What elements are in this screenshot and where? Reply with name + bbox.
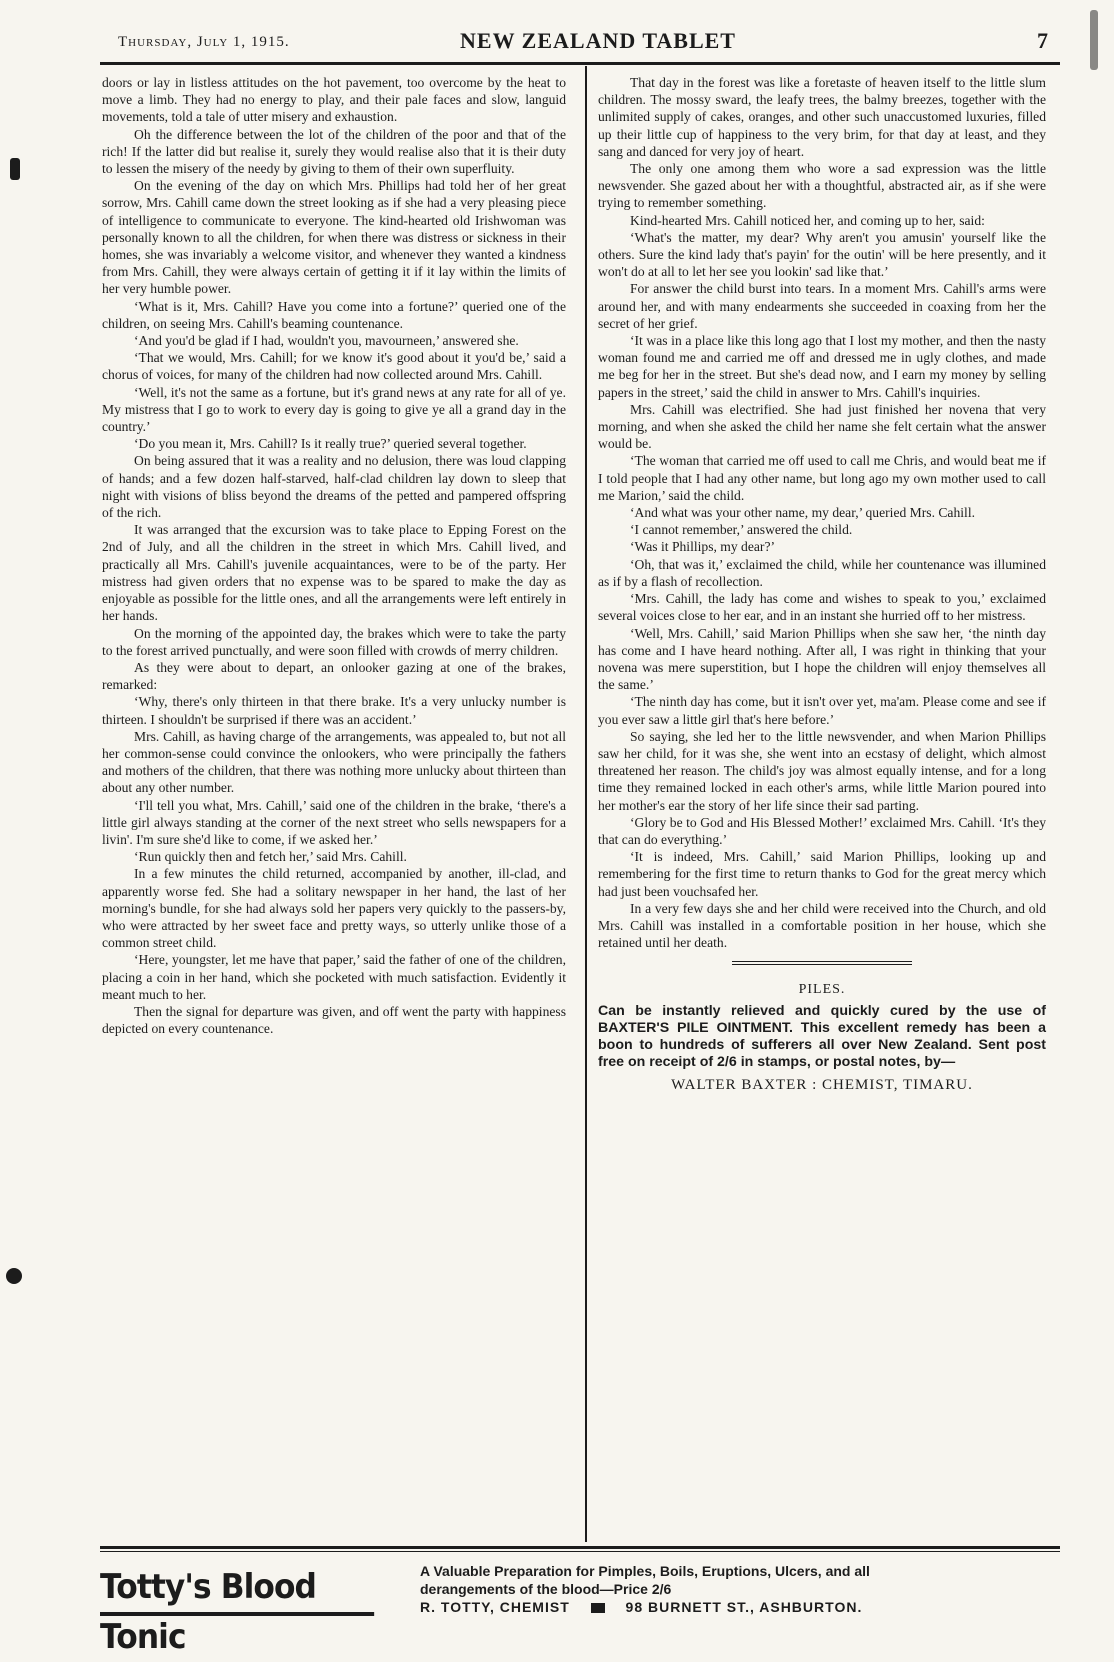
paragraph: ‘Here, youngster, let me have that paper,’ said the father of one of the children, placing a coin in her hand, which she pocketed with much satisfaction. Evidently it meant much to her. — [102, 952, 566, 1002]
paragraph: ‘Do you mean it, Mrs. Cahill? Is it really true?’ queried several together. — [134, 436, 527, 452]
page-header — [118, 28, 1048, 56]
paragraph: Then the signal for departure was given, and off went the party with happiness depicted on every countenance. — [102, 1003, 566, 1037]
paragraph: ‘The ninth day has come, but it isn't over yet, ma'am. Please come and see if you ever saw a little girl that's here before.’ — [598, 694, 1046, 727]
scan-blot-icon — [1090, 10, 1098, 70]
paragraph: ‘What is it, Mrs. Cahill? Have you come into a fortune?’ queried one of the children, on seeing Mrs. Cahill's beaming countenance. — [102, 298, 566, 331]
paragraph: ‘It is indeed, Mrs. Cahill,’ said Marion Phillips, looking up and remembering for the first time to return thanks to God for the great mercy which had just been vouchsafed her. — [598, 849, 1046, 899]
advert-address — [420, 1598, 1060, 1616]
paragraph: Mrs. Cahill, as having charge of the arrangements, was appealed to, but not all her common-sense could convince the onlookers, who were principally the fathers and mothers of the children, that there was nothing more unlucky about thirteen than about any other number. — [102, 728, 566, 796]
header-rule — [100, 62, 1060, 65]
paragraph: ‘And you'd be glad if I had, wouldn't you, mavourneen,’ answered she. — [134, 333, 519, 349]
advert-body: Can be instantly relieved and quickly cured by the use of BAXTER'S PILE OINTMENT. This excellent remedy has been a boon to hundreds of sufferers all over New Zealand. Sent post free on receipt of 2/6 in stamps, or postal notes, by— — [598, 1002, 1046, 1070]
paragraph: ‘I'll tell you what, Mrs. Cahill,’ said one of the children in the brake, ‘there's a little girl always standing at the corner of the next street who sells newspapers for a livin'. I'm sure she'd like to come, if we asked her.’ — [102, 797, 566, 847]
advert-line: derangements of the blood—Price 2/6 — [420, 1581, 672, 1597]
paragraph: The only one among them who wore a sad expression was the little newsvender. She gazed about her with a thoughtful, abstracted air, as if she were trying to remember something. — [598, 161, 1046, 211]
advert-text — [420, 1562, 1060, 1616]
masthead-title: NEW ZEALAND TABLET — [460, 28, 736, 53]
paragraph: ‘Why, there's only thirteen in that there brake. It's a very unlucky number is thirteen. I shouldn't be surprised if there was an accident.’ — [102, 694, 566, 727]
paragraph: doors or lay in listless attitudes on the hot pavement, too overcome by the heat to move a limb. They had no energy to play, and their pale faces and slow, languid movements, told a tale of utter misery and exhaustion. — [102, 75, 566, 125]
advert-street: 98 BURNETT ST., ASHBURTON. — [625, 1599, 863, 1615]
paragraph: ‘What's the matter, my dear? Why aren't you amusin' yourself like the others. Sure the kind lady that's payin' for the outin' will be here presently, and it won't do at all to let her see you lookin' sad like that.’ — [598, 229, 1046, 280]
advert-heading: PILES. — [798, 982, 846, 998]
scan-blot-icon — [10, 158, 20, 180]
paragraph: In a very few days she and her child were received into the Church, and old Mrs. Cahill was installed in a comfortable position in her house, which she retained until her death. — [598, 900, 1046, 951]
paragraph: ‘Glory be to God and His Blessed Mother!’ exclaimed Mrs. Cahill. ‘It's they that can do everything.’ — [598, 814, 1046, 847]
advert-signature: WALTER BAXTER : CHEMIST, TIMARU. — [671, 1076, 973, 1093]
paragraph: In a few minutes the child returned, accompanied by another, ill-clad, and apparently worse fed. She had a solitary newspaper in her hand, the last of her morning's bundle, for she had always sold her papers very quickly to the passers-by, who were attracted by her sweet face and pretty ways, so utterly unlike those of a common street child. — [102, 866, 566, 951]
paragraph: ‘That we would, Mrs. Cahill; for we know it's good about it you'd be,’ said a chorus of voices, for many of the children had now collected around Mrs. Cahill. — [102, 350, 566, 383]
paragraph: That day in the forest was like a foretaste of heaven itself to the little slum children. The mossy sward, the leafy trees, the balmy breezes, together with the unlimited supply of cakes, oranges, and other such unaccustomed luxuries, filled up their little cup of happiness to the very brim, for that day at least, and they sang and danced for very joy of heart. — [598, 75, 1046, 159]
paragraph: ‘Was it Phillips, my dear?’ — [630, 539, 776, 555]
paragraph: ‘Well, it's not the same as a fortune, but it's grand news at any rate for all of ye. My mistress that I go to work to every day is going to give ye all a grand day in the country.’ — [102, 384, 566, 435]
paragraph: Oh the difference between the lot of the children of the poor and that of the rich! If the latter did but realise it, surely they would realise also that it is their duty to lessen the misery of the needy by giving to them of their own superfluity. — [102, 126, 566, 177]
page-number: 7 — [1037, 28, 1048, 53]
paragraph: ‘Run quickly then and fetch her,’ said Mrs. Cahill. — [134, 849, 407, 865]
advert-brand: Totty's Blood Tonic — [100, 1562, 374, 1616]
section-separator — [732, 961, 912, 967]
advert-line: A Valuable Preparation for Pimples, Boils, Eruptions, Ulcers, and all — [420, 1563, 870, 1579]
left-column — [102, 74, 566, 1037]
paragraph: ‘Well, Mrs. Cahill,’ said Marion Phillips when she saw her, ‘the ninth day has come and I have heard nothing. After all, I was right in thinking that your novena was mere superstition, but I hope the children will enjoy themselves all the same.’ — [598, 625, 1046, 693]
paragraph: On the evening of the day on which Mrs. Phillips had told her of her great sorrow, Mrs. Cahill came down the street looking as if she had a very pleasing piece of intelligence to communicate to everyone. The kind-hearted old Irishwoman was personally known to all the children, for when there was distress or sickness in their homes, she was invariably a welcome visitor, and whenever they wanted a kindness from Mrs. Cahill, they were always certain of getting it if it lay within the limits of her very humble power. — [102, 178, 566, 297]
paragraph: Kind-hearted Mrs. Cahill noticed her, and coming up to her, said: — [630, 212, 985, 228]
footer-rule-thin — [100, 1551, 1060, 1552]
column-divider — [585, 66, 587, 1542]
paragraph: Mrs. Cahill was electrified. She had just finished her novena that very morning, and when she asked the child her name she felt certain what the answer would be. — [598, 401, 1046, 452]
paragraph: It was arranged that the excursion was to take place to Epping Forest on the 2nd of July, and all the children in the street in which Mrs. Cahill lived, and practically all Mrs. Cahill's juvenile acquaintances, were to be of the party. Her mistress had given orders that no expense was to be spared to make the day as enjoyable as possible for the little ones, and all the arrangements were left entirely in her hands. — [102, 522, 566, 624]
paragraph: On being assured that it was a reality and no delusion, there was loud clapping of hands; and a few dozen half-starved, half-clad children lay down to sleep that night with visions of bliss beyond the dreams of the petted and pampered offspring of the rich. — [102, 453, 566, 521]
paragraph: On the morning of the appointed day, the brakes which were to take the party to the forest arrived punctually, and were soon filled with crowds of merry children. — [102, 625, 566, 658]
paragraph: For answer the child burst into tears. In a moment Mrs. Cahill's arms were around her, and with many endearments she succeeded in coaxing from her the secret of her grief. — [598, 281, 1046, 331]
paragraph: ‘And what was your other name, my dear,’ queried Mrs. Cahill. — [630, 505, 975, 521]
paragraph: ‘It was in a place like this long ago that I lost my mother, and then the nasty woman found me and carried me off and dressed me in ugly clothes, and made me beg for her in the street. But she's dead now, and I earn my money by selling papers in the street,’ said the child in answer to Mrs. Cahill's inquiries. — [598, 333, 1046, 400]
footer-rule — [100, 1546, 1060, 1549]
paragraph: So saying, she led her to the little newsvender, and when Marion Phillips saw her child, for it was she, she went into an ecstasy of delight, which almost threatened her reason. The child's joy was almost equally intense, and for a long time they remained locked in each other's arms, while little Marion poured into her mother's ear the story of her life since their sad parting. — [598, 728, 1046, 813]
ornament-icon — [591, 1603, 605, 1613]
paragraph: As they were about to depart, an onlooker gazing at one of the brakes, remarked: — [102, 659, 566, 693]
paragraph: ‘The woman that carried me off used to call me Chris, and would beat me if I told people that I had any other name, but long ago my own mother used to call me Marion,’ said the child. — [598, 453, 1046, 503]
piles-advert — [598, 981, 1046, 1093]
paragraph: ‘Oh, that was it,’ exclaimed the child, while her countenance was illumined as if by a flash of recollection. — [598, 556, 1046, 589]
scan-blot-icon — [6, 1268, 22, 1284]
advert-chemist: R. TOTTY, CHEMIST — [420, 1599, 570, 1615]
paragraph: ‘Mrs. Cahill, the lady has come and wishes to speak to you,’ exclaimed several voices close to her ear, and in an instant she hurried off to her mistress. — [598, 591, 1046, 624]
right-column — [598, 74, 1046, 1094]
issue-date: Thursday, July 1, 1915. — [118, 34, 290, 50]
tonic-advert — [100, 1560, 1060, 1657]
paragraph: ‘I cannot remember,’ answered the child. — [630, 522, 853, 538]
